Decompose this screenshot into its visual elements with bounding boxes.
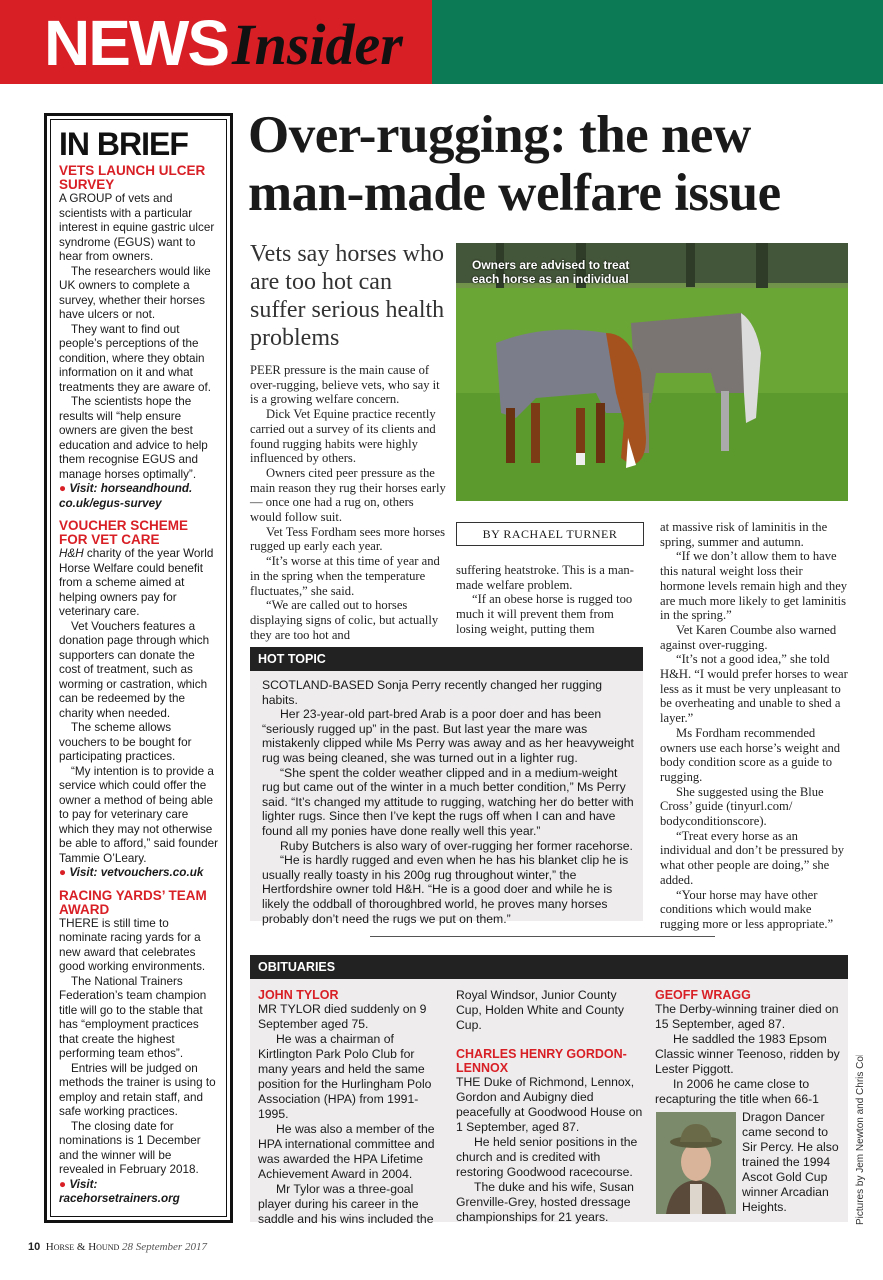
obit-para: In 2006 he came close to recapturing the title when 66-1 [655, 1077, 819, 1106]
obit-para: MR TYLOR died suddenly on 9 September aged 75. [258, 1002, 427, 1031]
article-para: Owners cited peer pressure as the main reason they rug their horses early — once one had a rug on, others would follow suit. [250, 465, 446, 525]
brief-body-voucher [59, 547, 219, 881]
obit-column-3-continued [742, 1110, 844, 1215]
brief-heading-racing: RACING YARDS’ TEAM AWARD [59, 887, 207, 917]
obit-para: He held senior positions in the church and is credited with restoring Goodwood racecourse. [456, 1135, 638, 1179]
page-footer [28, 1240, 207, 1254]
magazine-name: Horse & Hound [45, 1241, 120, 1253]
brief-para: Entries will be judged on methods the trainer is using to employ and retain staff, and safe working practices. [59, 1061, 216, 1118]
bullet-dot-icon: ● [59, 866, 67, 879]
brief-visit-link[interactable]: ● Visit: racehorsetrainers.org [59, 1177, 180, 1205]
hot-topic-para: Her 23-year-old part-bred Arab is a poor doer and has been “seriously rugged up” in the past. But last year the mare was mistakenly clipped while Ms Perry was away and as her heavyweight rug was being cleaned, she was turned out in a lighter rug. [262, 707, 634, 765]
bullet-dot-icon: ● [59, 482, 67, 495]
obit-para: He was also a member of the HPA international committee and was awarded the HPA Lifetime Achievement Award in 2004. [258, 1122, 435, 1181]
article-para: She suggested using the Blue Cross’ guide (tinyurl.com/ bodyconditionscore). [660, 784, 824, 829]
brief-heading-ulcer: VETS LAUNCH ULCER SURVEY [59, 163, 206, 192]
article-para: at massive risk of laminitis in the spring, summer and autumn. [660, 520, 828, 549]
hot-topic-heading: HOT TOPIC [250, 647, 643, 671]
photo-credit [852, 1055, 866, 1225]
wragg-portrait [656, 1112, 736, 1214]
brief-body-ulcer [59, 192, 219, 511]
article-para: PEER pressure is the main cause of over-rugging, believe vets, who say it is a growing welfare concern. [250, 363, 440, 407]
obit-column-3 [655, 988, 843, 1107]
brief-para: “My intention is to provide a service which could offer the owner a method of being able to pay for veterinary care which they may not otherwise be able to afford,” said founder Tammie O’Leary. [59, 764, 218, 865]
article-para: Dick Vet Equine practice recently carried out a survey of its clients and found rugging habits were highly influenced by others. [250, 407, 436, 466]
obit-para: THE Duke of Richmond, Lennox, Gordon and Aubigny died peacefully at Goodwood House on 1 September, aged 87. [456, 1075, 643, 1134]
brief-para: The closing date for nominations is 1 December and the winner will be revealed in February 2018. [59, 1119, 201, 1176]
obit-para: Mr Tylor was a three-goal player during his career in the saddle and his wins included the [258, 1182, 434, 1226]
masthead-news: NEWS [44, 7, 228, 79]
article-para: “It’s worse at this time of year and in the spring when the temperature fluctuates,” she said. [250, 554, 440, 598]
photo-credit-text: Pictures by Jem Newton and Chris Cole [855, 1055, 866, 1225]
obit-para: He saddled the 1983 Epsom Classic winner Teenoso, ridden by Lester Piggott. [655, 1032, 840, 1076]
article-column-1 [250, 363, 446, 642]
hot-topic-para: SCOTLAND-BASED Sonja Perry recently changed her rugging habits. [262, 678, 603, 707]
brief-heading-voucher: VOUCHER SCHEME FOR VET CARE [59, 518, 189, 547]
brief-para: Vet Vouchers features a donation page through which supporters can donate the cost of treatment, such as worming or castration, which can be redeemed by the charity when needed. [59, 619, 210, 720]
brief-para: The scientists hope the results will “help ensure owners are given the best education and advice to help them recognise EGUS and manage horses optimally”. [59, 395, 208, 481]
brief-para: THERE is still time to nominate racing yards for a new award that celebrates good working environments. [59, 916, 206, 973]
page-number: 10 [28, 1241, 41, 1253]
article-column-2 [456, 563, 644, 637]
brief-para: H&H charity of the year World Horse Welfare could benefit from a scheme aimed at helping owners pay for veterinary care. [59, 547, 214, 618]
obit-column-2 [456, 988, 644, 1225]
in-brief-box [44, 113, 233, 1223]
hot-topic-para: “She spent the colder weather clipped and in a medium-weight rug but came out of the winter in a much better condition,” Ms Perry said. “It’s changed my attitude to rugging, watching her do better with lighter rugs. Since then I’ve kept the rugs off when I can and have found all my ponies have done really well this year.” [262, 765, 634, 838]
article-para: “It’s not a good idea,” she told H&H. “I would prefer horses to wear less as it must be very unpleasant to be overheating and unable to shed a layer.” [660, 652, 848, 726]
hot-topic-para: Ruby Butchers is also wary of over-rugging her former racehorse. [280, 838, 633, 853]
photo-caption: Owners are advised to treat each horse as an individual [472, 258, 630, 286]
issue-date: 28 September 2017 [122, 1241, 207, 1253]
in-brief-title: IN BRIEF [59, 126, 188, 162]
obit-para: The duke and his wife, Susan Grenville-Grey, hosted dressage championships for 21 years. [456, 1180, 634, 1224]
article-column-3 [660, 520, 850, 932]
brief-visit-link[interactable]: ● Visit: vetvouchers.co.uk [59, 866, 204, 879]
brief-para: They want to find out people’s perceptions of the condition, where they obtain information on it and what treatments they are aware of. [59, 322, 212, 394]
divider-rule [370, 936, 715, 937]
brief-para: A GROUP of vets and scientists with a particular interest in equine gastric ulcer syndrome (EGUS) want to hear from owners. [59, 192, 215, 263]
brief-para: The researchers would like UK owners to complete a survey, whether their horses have ulcers or not. [59, 264, 211, 321]
article-para: “Your horse may have other conditions which would make rugging more or less appropriate.” [660, 887, 834, 931]
brief-para: The National Trainers Federation’s team champion title will go to the stable that has “employment practices that create the highest performing team ethos”. [59, 974, 207, 1060]
obit-name-tylor: JOHN TYLOR [258, 988, 339, 1002]
byline: BY RACHAEL TURNER [456, 522, 644, 546]
obituaries-heading: OBITUARIES [250, 955, 848, 979]
brief-body-racing [59, 917, 219, 1207]
masthead-green-band [432, 0, 883, 84]
bullet-dot-icon: ● [59, 1177, 67, 1191]
article-headline: Over-rugging: the new man-made welfare issue [248, 106, 781, 222]
article-standfirst: Vets say horses who are too hot can suffer serious health problems [250, 241, 445, 351]
article-para: Vet Karen Coumbe also warned against over-rugging. [660, 622, 837, 652]
obit-para: Royal Windsor, Junior County Cup, Holden White and County Cup. [456, 988, 625, 1032]
obit-name-gordon: CHARLES HENRY GORDON-LENNOX [456, 1047, 627, 1075]
obit-name-wragg: GEOFF WRAGG [655, 988, 751, 1002]
article-para: suffering heatstroke. This is a man-made welfare problem. [456, 563, 634, 592]
article-para: Vet Tess Fordham sees more horses rugged up early each year. [250, 524, 446, 554]
obit-para: The Derby-winning trainer died on 15 September, aged 87. [655, 1002, 839, 1031]
obit-para: Dragon Dancer came second to Sir Percy. He also trained the 1994 Ascot Gold Cup winner Arcadian Heights. [742, 1110, 839, 1214]
hot-topic-box [250, 671, 643, 926]
article-para: “If an obese horse is rugged too much it will prevent them from losing weight, putting them [456, 592, 633, 636]
article-para: “If we don’t allow them to have this natural weight loss their hormone levels remain high and they are much more likely to get laminitis in the spring.” [660, 549, 848, 623]
obit-column-1 [258, 988, 444, 1227]
masthead-insider: Insider [232, 12, 403, 77]
obit-para: He was a chairman of Kirtlington Park Polo Club for many years and held the same position for the Hurlingham Polo Association (HPA) from 1991-1995. [258, 1032, 432, 1121]
brief-para: The scheme allows vouchers to be bought for participating practices. [59, 721, 192, 763]
article-para: Ms Fordham recommended owners use each horse’s weight and body condition score as a guide to rugging. [660, 725, 841, 784]
hot-topic-para: “He is hardly rugged and even when he has his blanket clip he is usually really toasty in his 200g rug throughout winter,” the Hertfordshire owner told H&H. “He is a good doer and while he is likely the oddball of thoroughbred world, he proves many horses probably don’t need the rugs we put on them.” [262, 853, 629, 926]
article-para: “Treat every horse as an individual and don’t be pressured by what other people are doing,” she added. [660, 828, 845, 887]
brief-visit-link[interactable]: ● Visit: horseandhound. co.uk/egus-survey [59, 482, 193, 510]
article-para: “We are called out to horses displaying signs of colic, but actually they are too hot and [250, 598, 439, 642]
